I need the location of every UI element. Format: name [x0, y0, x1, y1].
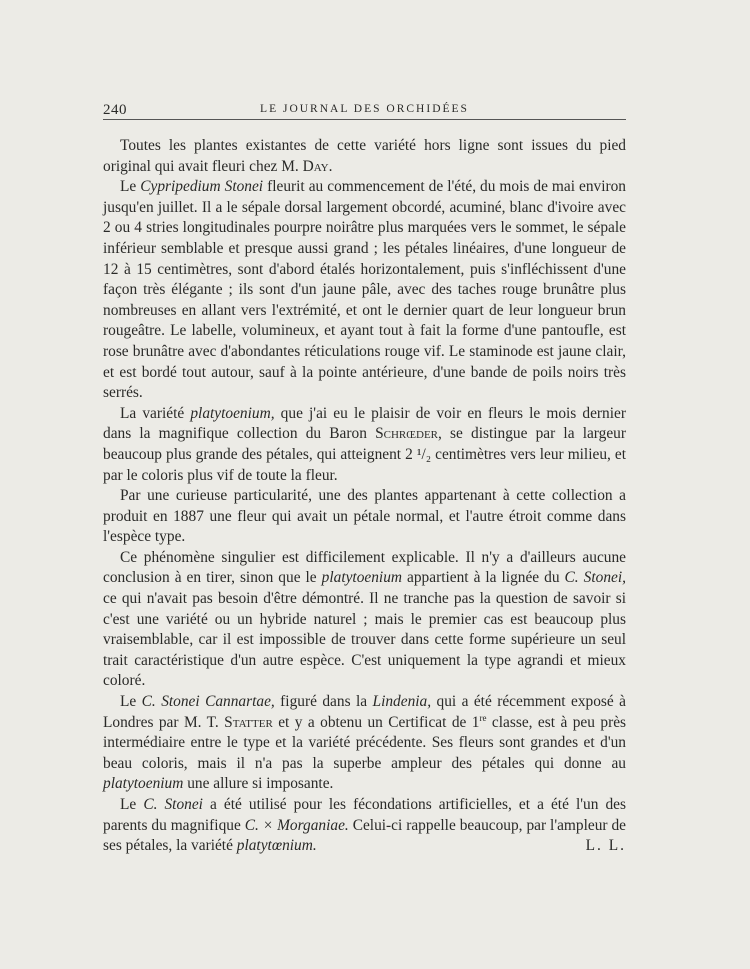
- text-run: centimètres vers leur milieu, et par le coloris plus vif de toute la fleur.: [103, 445, 626, 484]
- italic-text: platytœnium.: [236, 837, 317, 855]
- superscript: re: [479, 712, 487, 723]
- running-title: LE JOURNAL DES ORCHIDÉES: [260, 103, 469, 115]
- italic-text: platytoenium,: [190, 404, 275, 422]
- text-run: ¹/₂: [416, 445, 432, 463]
- smallcaps-name: Day: [302, 157, 329, 175]
- text-run: fleurit au commencement de l'été, du mois de mai environ jusqu'en juillet. Il a le sépale dorsal largement obcordé, acuminé, blanc d'ivoire avec 2 ou 4 stries longitudinales pourpre noirâtre plus marquées vers le sommet, le sépale inférieur semblable et presque aussi grand ; les pétales linéaires, d'une longueur de 12 à 15 centimètres, sont d'abord étalés horizontalement, puis s'infléchissent d'une façon très élégante ; ils sont d'un jaune pâle, avec des taches rouge brunâtre plus nombreuses en allant vers l'extrémité, et ont le dernier quart de leur longueur brun rougeâtre. Le labelle, volumineux, et ayant tout à fait la forme d'une pantoufle, est rose brunâtre avec d'abondantes réticulations rouge vif. Le staminode est jaune clair, et est bordé tout autour, sauf à la pointe antérieure, d'une bande de poils noirs très serrés.: [103, 178, 626, 402]
- text-run: Par une curieuse particularité, une des plantes appartenant à cette collection a produit en 1887 une fleur qui avait un pétale normal, et l'autre étroit comme dans l'espèce type.: [103, 487, 626, 546]
- smallcaps-name: Statter: [224, 713, 273, 731]
- header-rule: [103, 119, 626, 120]
- text-run: La variété: [120, 404, 191, 422]
- text-run: appartient à la lignée du: [402, 569, 565, 587]
- text-run: , se distingue par la largeur beaucoup plus grande des pétales, qui atteignent 2: [103, 425, 626, 463]
- paragraph: [103, 795, 626, 857]
- paragraph: [103, 177, 626, 404]
- italic-text: platytoenium: [103, 775, 184, 793]
- text-run: ce qui n'avait pas besoin d'être démontré. Il ne tranche pas la question de savoir si c'est une variété ou un hybride naturel ; mais le premier cas est beaucoup plus vraisemblable, car il est impossible de trouver dans cette forme supérieure un seul trait caractéristique d'un autre espèce. C'est uniquement la type agrandi et mieux coloré.: [103, 590, 626, 690]
- page-header: [103, 102, 626, 120]
- text-run: qui a été récemment exposé à Londres par M. T.: [103, 693, 626, 731]
- italic-text: C. Stonei,: [564, 569, 626, 587]
- italic-text: C. Stonei Cannartae,: [141, 693, 275, 711]
- article-body: [103, 136, 626, 857]
- smallcaps-name: Schrœder: [375, 425, 439, 443]
- text-run: Le: [120, 178, 141, 196]
- italic-text: Lindenia,: [372, 693, 432, 711]
- italic-text: Cypripedium Stonei: [140, 178, 264, 196]
- paragraph: [103, 548, 626, 692]
- text-run: que j'ai eu le plaisir de voir en fleurs le mois dernier dans la magnifique collection du Baron: [103, 404, 626, 443]
- text-run: Le: [120, 693, 142, 711]
- author-signature: L. L.: [585, 837, 626, 855]
- text-run: figuré dans la: [274, 693, 373, 711]
- text-run: Ce phénomène singulier est difficilement explicable. Il n'y a d'ailleurs aucune conclusion à en tirer, sinon que le: [103, 548, 626, 587]
- paragraph: [103, 404, 626, 486]
- text-run: .: [328, 157, 333, 175]
- paragraph: [103, 692, 626, 795]
- page-number: 240: [103, 102, 127, 118]
- text-run: et y a obtenu un Certificat de 1: [272, 713, 480, 731]
- text-run: Le: [120, 796, 144, 813]
- paragraph: [103, 486, 626, 548]
- italic-text: platytoenium: [321, 569, 403, 587]
- italic-text: C. × Morganiae.: [244, 816, 349, 834]
- italic-text: C. Stonei: [143, 796, 203, 813]
- text-run: Celui-ci rappelle beaucoup, par l'ampleur de ses pétales, la variété: [103, 816, 626, 855]
- text-run: classe, est à peu près intermédiaire entre le type et la variété précédente. Ses fleurs sont grandes et d'un beau coloris, mais il n'a pas la superbe ampleur des pétales qui donne au: [103, 713, 627, 772]
- paragraph: [103, 136, 626, 177]
- text-run: une allure si imposante.: [183, 775, 334, 793]
- text-run: a été utilisé pour les fécondations artificielles, et a été l'un des parents du magnifique: [103, 796, 626, 834]
- text-run: Toutes les plantes existantes de cette variété hors ligne sont issues du pied original qui avait fleuri chez M.: [103, 137, 626, 175]
